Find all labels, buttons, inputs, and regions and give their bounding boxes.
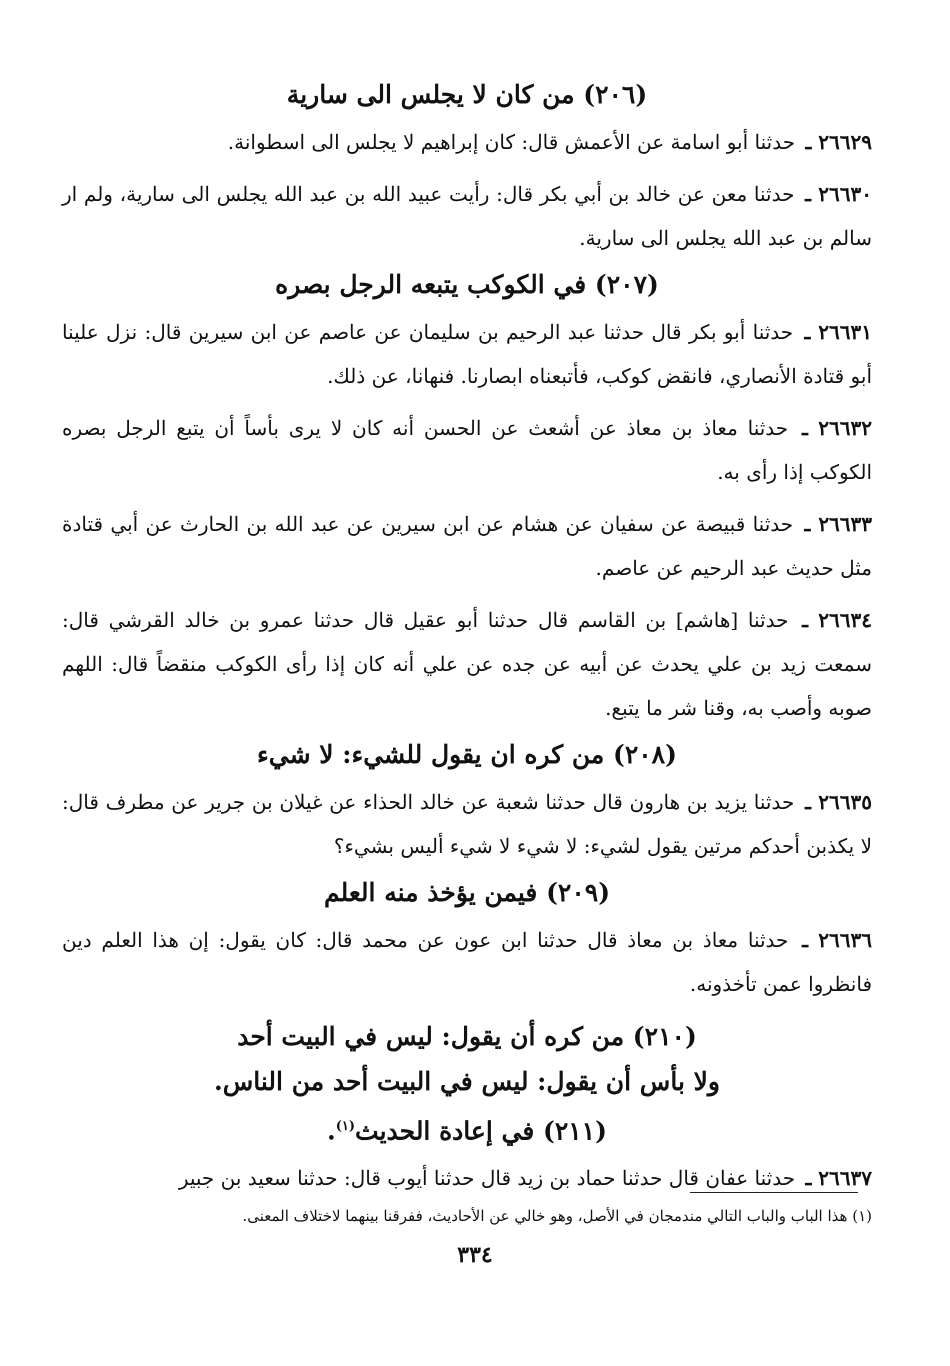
footnote-marker: (١) [335,1119,356,1134]
hadith-text: حدثنا معن عن خالد بن أبي بكر قال: رأيت عبيد الله بن عبد الله يجلس الى سارية، ولم ار سالم بن عبد الله يجلس الى سارية. [62,182,872,250]
hadith-number: ٢٦٦٣٤ ـ [802,608,873,632]
chapter-210-heading [62,1014,872,1104]
hadith-text: حدثنا أبو بكر قال حدثنا عبد الرحيم بن سليمان عن عاصم عن ابن سيرين قال: نزل علينا أبو قتادة الأنصاري، فانقض كوكب، فأتبعناه ابصارنا. فنهانا، عن ذلك. [62,320,872,388]
hadith-paragraph [62,406,872,494]
chapter-209 [62,876,872,1006]
hadith-number: ٢٦٦٣٣ ـ [804,512,873,536]
chapter-211-heading [62,1110,872,1148]
chapter-heading-text: (٢١١) في إعادة الحديث [355,1116,607,1146]
chapter-heading: (٢٠٦) من كان لا يجلس الى سارية [286,80,648,109]
chapter-207 [62,268,872,730]
heading-period: . [327,1116,336,1146]
hadith-text: حدثنا معاذ بن معاذ قال حدثنا ابن عون عن محمد قال: كان يقول: إن هذا العلم دين فانظروا عمن تأخذونه. [62,928,872,996]
hadith-text: حدثنا عفان قال حدثنا حماد بن زيد قال حدثنا أيوب قال: حدثنا سعيد بن جبير [178,1166,796,1191]
hadith-text: حدثنا يزيد بن هارون قال حدثنا شعبة عن خالد الحذاء عن غيلان بن جرير عن مطرف قال: لا يكذبن أحدكم مرتين يقول لشيء: لا شيء لا شيء أليس بشيء؟ [62,790,872,858]
hadith-number: ٢٦٦٣٢ ـ [802,416,873,440]
hadith-text: حدثنا [هاشم] بن القاسم قال حدثنا أبو عقيل قال حدثنا عمرو بن خالد القرشي قال: سمعت زيد بن علي يحدث عن أبيه عن جده عن علي أنه كان إذا رأى الكوكب منقضاً قال: اللهم صوبه وأصب به، وقنا شر ما يتبع. [62,608,872,720]
chapter-heading: (٢٠٨) من كره ان يقول للشيء: لا شيء [257,740,677,769]
chapter-heading-line: (٢١٠) من كره أن يقول: ليس في البيت أحد [237,1022,697,1051]
chapter-208 [62,738,872,868]
chapter-heading-line: ولا بأس أن يقول: ليس في البيت أحد من الناس. [214,1067,720,1096]
hadith-text: حدثنا قبيصة عن سفيان عن هشام عن ابن سيرين عن عبد الله بن الحارث عن أبي قتادة مثل حديث عبد الرحيم عن عاصم. [62,512,872,580]
hadith-paragraph [62,598,872,730]
hadith-number: ٢٦٦٣٧ ـ [805,1166,872,1191]
hadith-paragraph [62,172,872,260]
hadith-text: حدثنا معاذ بن معاذ عن أشعث عن الحسن أنه كان لا يرى بأساً أن يتبع الرجل بصره الكوكب إذا رأى به. [62,416,872,484]
hadith-paragraph [62,310,872,398]
hadith-paragraph [62,502,872,590]
page-number: ٣٣٤ [457,1242,493,1268]
hadith-text: حدثنا أبو اسامة عن الأعمش قال: كان إبراهيم لا يجلس الى اسطوانة. [227,130,796,154]
hadith-number: ٢٦٦٣٦ ـ [802,928,872,952]
hadith-number: ٢٦٦٣١ ـ [804,320,872,344]
chapter-heading: (٢٠٧) في الكوكب يتبعه الرجل بصره [275,270,659,299]
hadith-paragraph [62,120,872,164]
hadith-paragraph [62,918,872,1006]
hadith-paragraph [62,780,872,868]
page-body [62,78,872,1208]
footnote: (١) هذا الباب والباب التالي مندمجان في الأصل، وهو خالي عن الأحاديث، ففرقنا بينهما لاختلاف المعنى. [242,1207,872,1225]
hadith-number: ٢٦٦٢٩ ـ [805,130,872,154]
chapter-206 [62,78,872,260]
footnote-divider [690,1192,858,1193]
hadith-paragraph [62,1156,872,1200]
hadith-number: ٢٦٦٣٠ ـ [805,182,872,206]
hadith-number: ٢٦٦٣٥ ـ [805,790,873,814]
chapter-heading: (٢٠٩) فيمن يؤخذ منه العلم [323,878,611,907]
